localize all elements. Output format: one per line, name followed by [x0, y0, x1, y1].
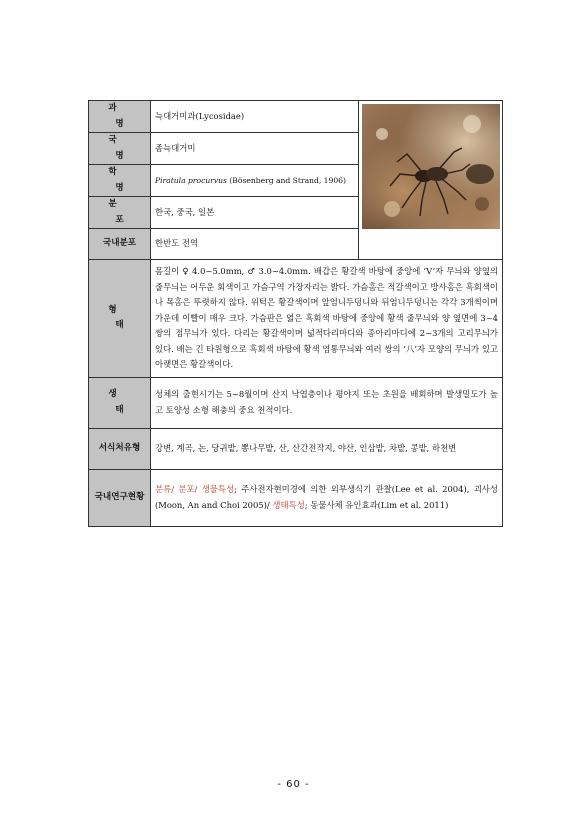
- value-distribution: 한국, 중국, 일본: [151, 197, 359, 229]
- species-info-sheet: [88, 100, 502, 527]
- separator: /: [171, 484, 179, 494]
- row-morphology: [89, 260, 503, 378]
- value-domestic-distribution: 한반도 전역: [151, 229, 359, 260]
- label-distribution: 분 포: [108, 199, 138, 225]
- tag-ecology: 생태특성: [272, 499, 305, 510]
- value-scientific-name: [151, 165, 359, 197]
- value-family: 늑대거미과(Lycosidae): [151, 101, 359, 133]
- value-research: [151, 469, 503, 526]
- author-year: (Bösenberg and Strand, 1906): [226, 175, 346, 185]
- page-number: - 60 -: [277, 779, 310, 790]
- label-habitat: 서식처유형: [89, 428, 151, 469]
- value-ecology: 성체의 출현시기는 5~8월이며 산지 낙엽층이나 평야지 또는 초원을 배회하며 발생밀도가 높고 토양성 소형 해충의 중요 천적이다.: [151, 377, 503, 428]
- separator: /: [194, 484, 202, 494]
- row-ecology: [89, 377, 503, 428]
- value-korean-name: 좀늑대거미: [151, 133, 359, 165]
- tag-distribution: 분포: [178, 484, 195, 494]
- label-ecology: 생 태: [108, 389, 138, 415]
- row-research: [89, 469, 503, 526]
- tag-biology: 생물특성: [201, 484, 235, 494]
- tag-taxonomy: 분류: [155, 484, 172, 494]
- species-table: [88, 100, 503, 527]
- label-scientific-name: 학 명: [108, 167, 138, 193]
- value-habitat: 강변, 계곡, 논, 당귀밭, 뽕나무밭, 산, 산간전작지, 야산, 인삼밭, 차밭, 콩밭, 하천변: [151, 428, 503, 469]
- value-morphology: 몸길이 ♀ 4.0~5.0mm, ♂ 3.0~4.0mm. 배갑은 황갈색 바탕에 중앙에 ‘V’자 무늬와 양옆의 줄무늬는 어두운 회색이고 가슴구역 가장자리는 밝다. 가슴홈은 적갈색이고 방사홈은 흑회색이나 목홈은 뚜렷하지 않다. 위턱은 황갈색이며 앞엄니두덩니와 뒤엄니두덩니는 각각 3개씩이며 가운데 이빨이 매우 크다. 가슴판은 엷은 흑회색 바탕에 중앙에 황색 줄무늬와 양 옆면에 3~4쌍의 점무늬가 있다. 다리는 황갈색이며 넓적다리마디와 종아리마디에 2~3개의 고리무늬가 있다. 배는 긴 타원형으로 흑회색 바탕에 황색 염통무늬와 여러 쌍의 ‘八’자 모양의 무늬가 있고 아랫면은 황갈색이다.: [151, 260, 503, 378]
- row-family: [89, 101, 503, 133]
- label-family: 과 명: [108, 103, 138, 129]
- label-korean-name: 국 명: [108, 135, 138, 161]
- label-domestic-distribution: 국내분포: [89, 229, 151, 260]
- spider-icon: [362, 104, 500, 229]
- spider-photo: [362, 104, 500, 229]
- genus-species: Piratula procurvus: [155, 175, 227, 185]
- label-morphology: 형 태: [108, 304, 138, 331]
- row-habitat: [89, 428, 503, 469]
- research-text-1: ; 주사전자현미경에 의한 외부생식기 관찰(Lee et al. 2004), 괴사성(Moon, An and Choi 2005)/: [155, 484, 498, 510]
- label-research: 국내연구현황: [89, 469, 151, 526]
- research-text-2: ; 동물사체 유인효과(Lim et al. 2011): [304, 499, 449, 510]
